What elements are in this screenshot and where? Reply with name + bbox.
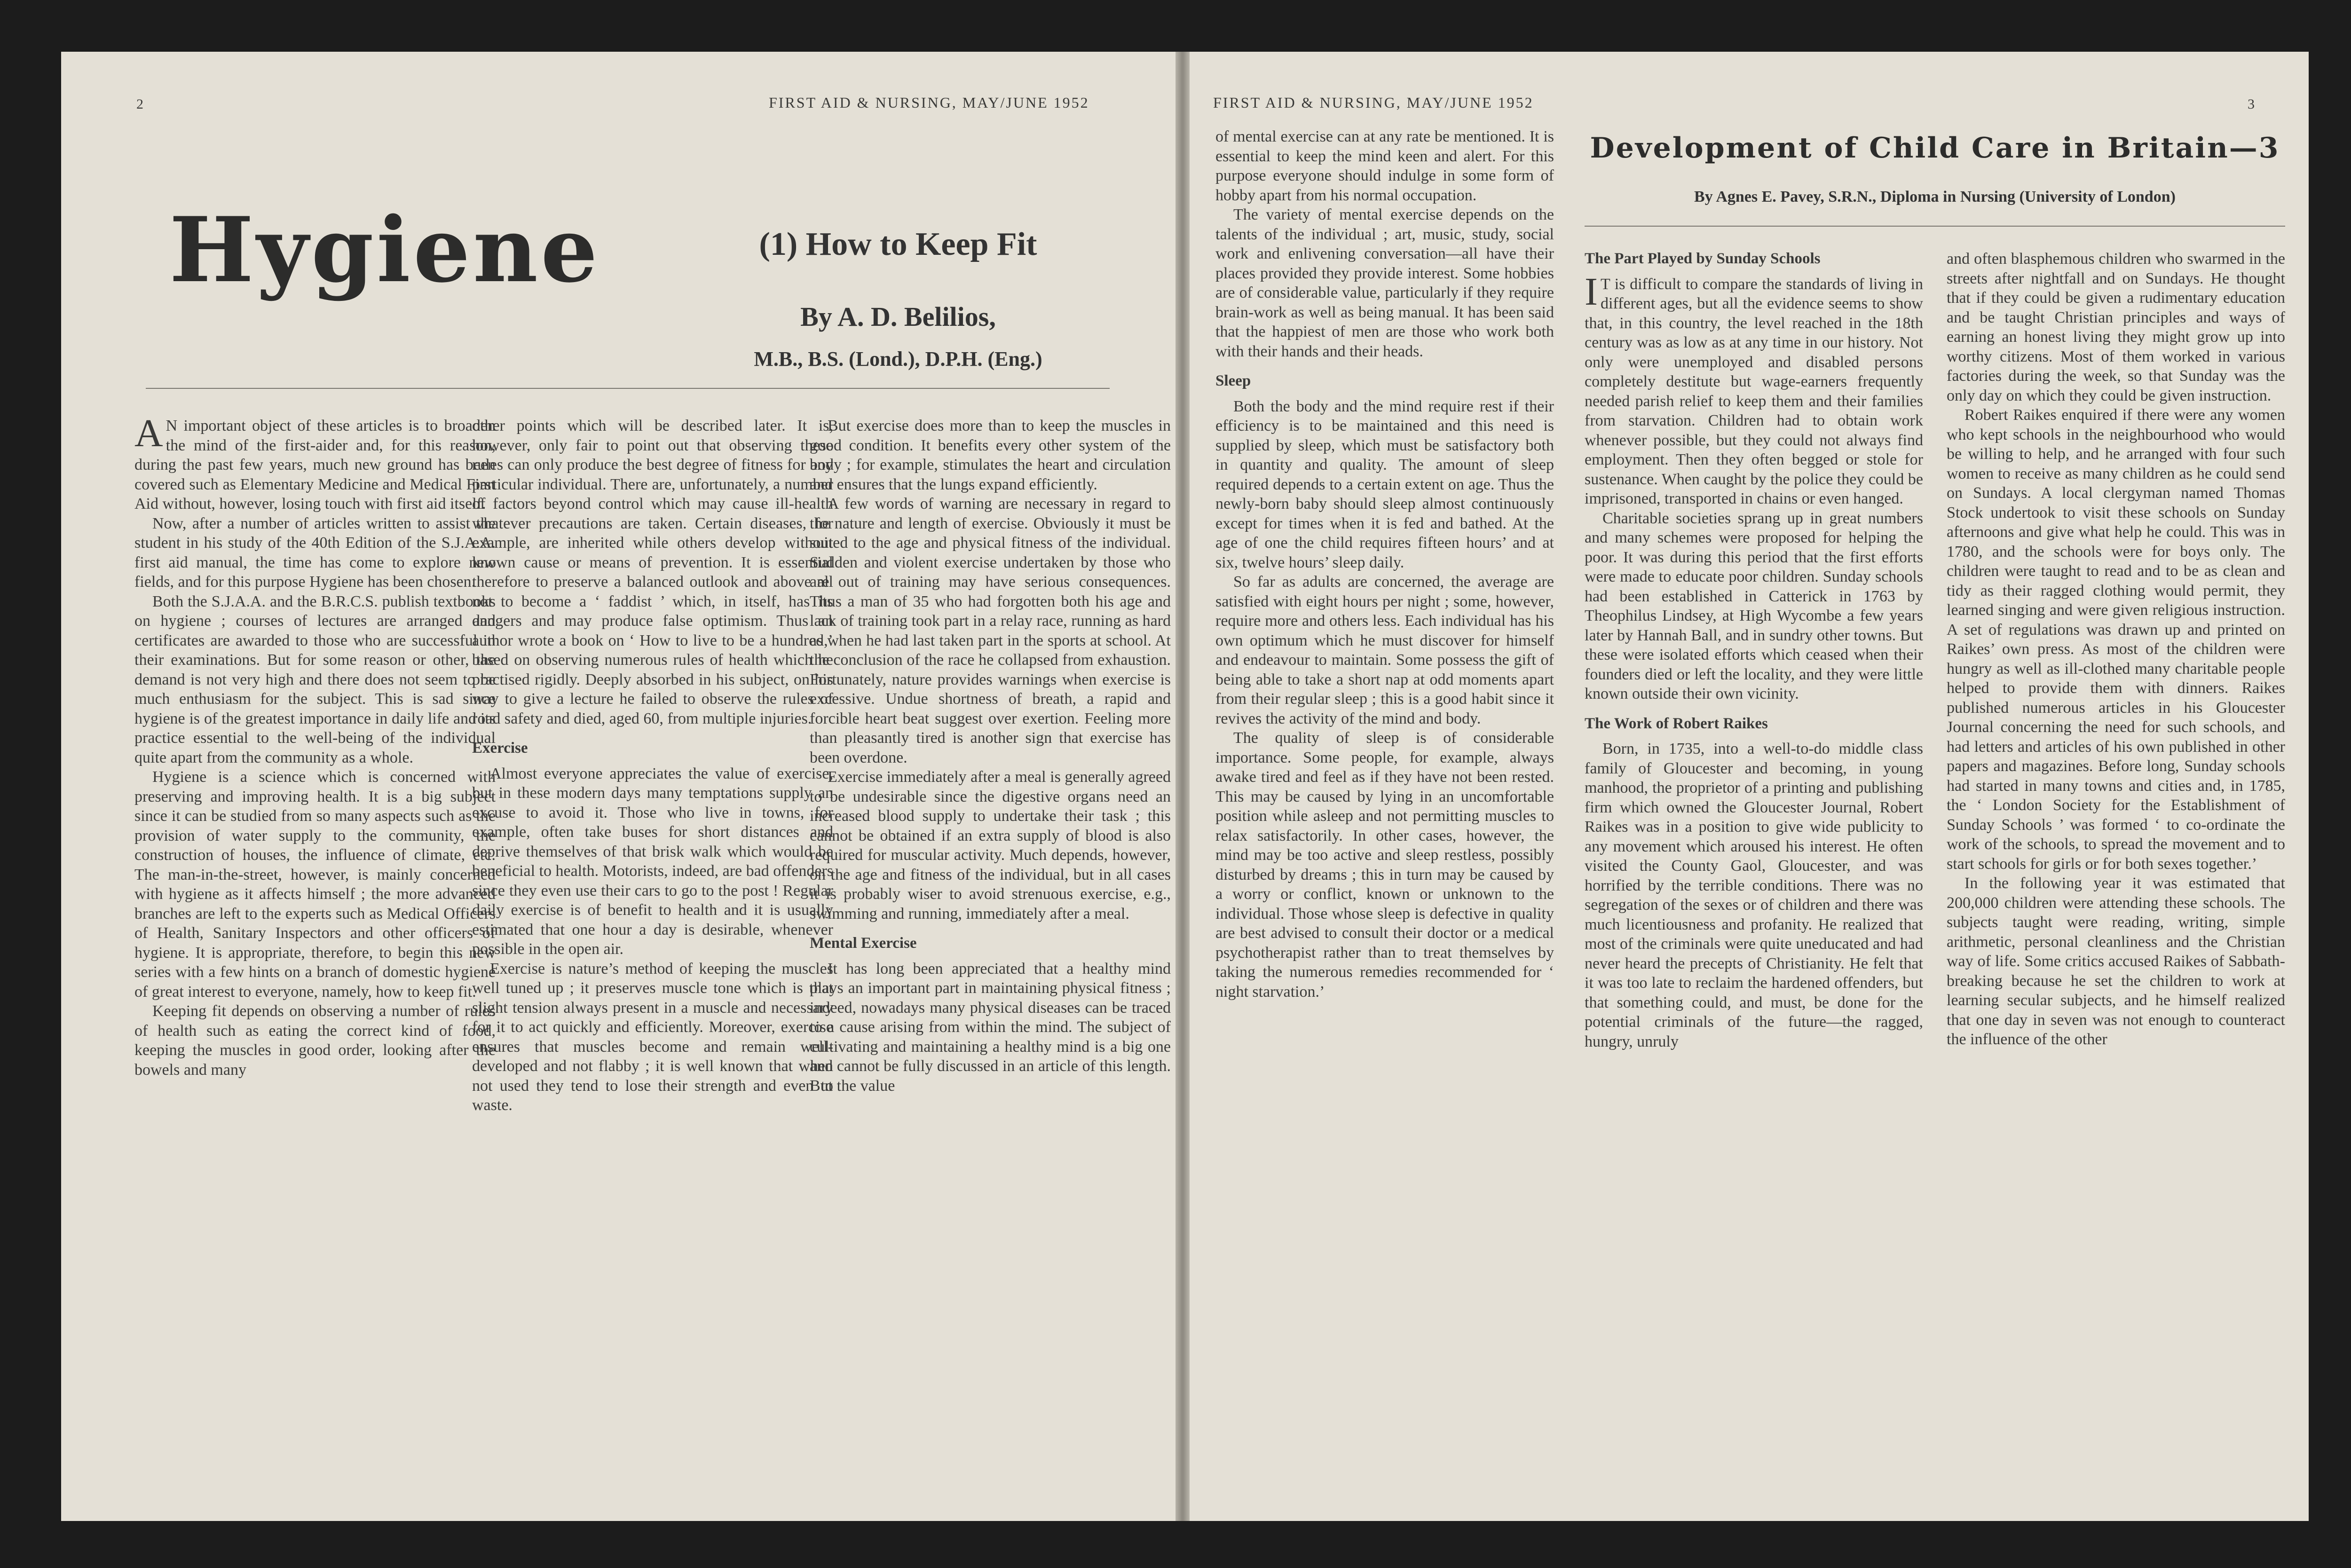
- paragraph: In the following year it was estimated that 200,000 children were attending these schools. The subjects taught were reading, writing, simple arithmetic, personal cleanliness and the Christian way of life. Some critics accused Raikes of Sabbath-breaking because he set the children to work at learning secular subjects, and he himself realized that one day in seven was not enough to counteract the influence of the other: [1947, 875, 2285, 1048]
- paragraph: Now, after a number of articles written to assist the student in his study of the 40th Edition of the S.J.A.A. first aid manual, the time has come to explore new fields, and for this purpose Hygiene has been chosen.: [134, 514, 496, 591]
- paragraph: other points which will be described later. It is, however, only fair to point out that observing these rules can only produce the best degree of fitness for any particular individual. There are, unfortunately, a number of factors beyond control which may cause ill-health whatever precautions are taken. Certain diseases, for example, are inherited while others develop without known cause or means of prevention. It is essential therefore to preserve a balanced outlook and above all not to become a ‘ faddist ’ which, in itself, has its dangers and may produce false optimism. Thus an author wrote a book on ‘ How to live to be a hundred,’ based on observing numerous rules of health which he practised rigidly. Deeply absorbed in his subject, on his way to give a lecture he failed to observe the rules of road safety and died, aged 60, from multiple injuries.: [472, 417, 833, 727]
- paragraph: Hygiene is a science which is concerned with preserving and improving health. It is a big subject since it can be studied from so many aspects such as the provision of water supply to the community, the construction of houses, the influence of climate, etc. The man-in-the-street, however, is mainly concerned with hygiene as it affects himself ; the more advanced branches are left to the experts such as Medical Officers of Health, Sanitary Inspectors and other officers of hygiene. It is appropriate, therefore, to begin this new series with a few hints on a branch of domestic hygiene of great interest to everyone, namely, how to keep fit.: [134, 768, 496, 1001]
- paragraph: Almost everyone appreciates the value of exercise, but in these modern days many temptations supply an excuse to avoid it. Those who live in towns, for example, often take buses for short distances and deprive themselves of that brisk walk which would be beneficial to health. Motorists, indeed, are bad offenders since they even use their cars to go to the post ! Regular daily exercise is of benefit to health and it is usually estimated that one hour a day is desirable, whenever possible in the open air.: [472, 764, 833, 958]
- paragraph: The quality of sleep is of considerable importance. Some people, for example, always awake tired and feel as if they have not been rested. This may be caused by lying in an uncomfortable position while asleep and not permitting muscles to relax satisfactorily. In other cases, however, the mind may be too active and sleep restless, possibly disturbed by dreams ; this in turn may be caused by a worry or conflict, known or unknown to the individual. Those whose sleep is defective in quality are best advised to consult their doctor or a medical psychotherapist rather than to treat themselves by taking the numerous remedies recommended for ‘ night starvation.’: [1215, 729, 1554, 1001]
- paragraph: A few words of warning are necessary in regard to the nature and length of exercise. Obviously it must be suited to the age and physical fitness of the individual. Sudden and violent exercise undertaken by those who are out of training may have serious consequences. Thus a man of 35 who had forgotten both his age and lack of training took part in a relay race, running as hard as when he had last taken part in the sports at school. At the conclusion of the race he collapsed from exhaustion. Fortunately, nature provides warnings when exercise is excessive. Undue shortness of breath, a rapid and forcible heart beat suggest over exertion. Feeling more than pleasantly tired is another sign that exercise has been overdone.: [810, 495, 1171, 766]
- article-title: Development of Child Care in Britain—3: [1590, 132, 2280, 165]
- running-head: FIRST AID & NURSING, MAY/JUNE 1952: [1213, 94, 1534, 111]
- running-head: FIRST AID & NURSING, MAY/JUNE 1952: [769, 94, 1089, 111]
- author-name: By A. D. Belilios,: [800, 301, 996, 332]
- drop-cap: I: [1585, 269, 1598, 314]
- section-heading: Sleep: [1215, 372, 1251, 389]
- left-page: [61, 52, 1176, 1521]
- paragraph: Robert Raikes enquired if there were any women who kept schools in the neighbourhood who would be willing to help, and he arranged with four such women to receive as many children as he could send on Sundays. A local clergyman named Thomas Stock undertook to visit these schools on Sunday afternoons and give what help he could. This was in 1780, and the schools were for boys only. The children were taught to read and to be as clean and tidy as their ragged clothing would permit, they learned singing and were given religious instruction. A set of regulations was drawn up and printed on Raikes’ own press. As most of the children were hungry as well as ill-clothed many charitable people helped to provide them with dinners. Raikes published numerous articles in his Gloucester Journal concerning the need for such schools, and had letters and articles of his own published in other papers and magazines. Before long, Sunday schools had started in many towns and cities and, in 1785, the ‘ London Society for the Establishment of Sunday Schools ’ was formed ‘ to co-ordinate the work of the schools, to spread the movement and to start schools for girls or for both sexes together.’: [1947, 406, 2285, 873]
- drop-cap: A: [134, 411, 163, 455]
- magazine-spread: [61, 52, 2309, 1521]
- section-heading: The Part Played by Sunday Schools: [1585, 250, 1821, 267]
- paragraph: The variety of mental exercise depends on the talents of the individual ; art, music, study, social work and enlivening conversation—all have their places provided they provide interest. Some hobbies are of considerable value, particularly if they require brain-work as well as being manual. It has been said that the happiest of men are those who work both with their hands and their heads.: [1215, 206, 1554, 360]
- section-title: Hygiene: [169, 197, 600, 302]
- article-column-3: [1947, 249, 2285, 1049]
- article-column-1: [134, 411, 496, 1079]
- byline: By Agnes E. Pavey, S.R.N., Diploma in Nursing (University of London): [1694, 188, 2176, 205]
- article-column-2: [1585, 249, 1923, 1051]
- paragraph: I T is difficult to compare the standards of living in different ages, but all the evidence seems to show that, in this country, the level reached in the 18th century was as low as at any time in our history. Not only were unemployed and disabled persons completely destitute but wage-earners frequently needed parish relief to keep them and their families from starvation. Children had to obtain work whenever possible, but they could not always find employment. Then they often begged or stole for sustenance. When caught by the police they could be imprisoned, transported in chains or even hanged.: [1585, 269, 1923, 507]
- title-rule: [146, 388, 1110, 389]
- page-number: 2: [136, 96, 144, 112]
- paragraph: But exercise does more than to keep the muscles in good condition. It benefits every other system of the body ; for example, stimulates the heart and circulation and ensures that the lungs expand efficiently.: [810, 417, 1171, 493]
- paragraph: Both the S.J.A.A. and the B.R.C.S. publish textbooks on hygiene ; courses of lectures are arranged and certificates are awarded to those who are successful in their examinations. But for some reason or other, the demand is not very high and there does not seem to be much enthusiasm for the subject. This is sad since hygiene is of the greatest importance in daily life and its practice essential to the well-being of the individual quite apart from the community as a whole.: [134, 592, 496, 766]
- binding-gutter: [1176, 52, 1190, 1521]
- paragraph: Exercise immediately after a meal is generally agreed to be undesirable since the digestive organs need an increased blood supply to undertake their task ; this cannot be obtained if an extra supply of blood is also required for muscular activity. Much depends, however, on the age and fitness of the individual, but in all cases it is probably wiser to avoid strenuous exercise, e.g., swimming and running, immediately after a meal.: [810, 768, 1171, 922]
- paragraph: So far as adults are concerned, the average are satisfied with eight hours per night ; some, however, require more and others less. Each individual has his own optimum which he must discover for himself and endeavour to maintain. Some possess the gift of being able to take a short nap at odd moments apart from their regular sleep ; this is a good habit since it revives the activity of the mind and body.: [1215, 573, 1554, 727]
- child-care-article: [1570, 52, 2299, 1521]
- right-page: [1190, 52, 2309, 1521]
- article-column-1: [1215, 127, 1554, 1001]
- section-heading: Mental Exercise: [810, 935, 917, 952]
- article-column-3: [810, 416, 1171, 1095]
- paragraph: Born, in 1735, into a well-to-do middle class family of Gloucester and becoming, in young manhood, the proprietor of a printing and publishing firm which owned the Gloucester Journal, Robert Raikes was in a position to give wide publicity to any movement which aroused his interest. He often visited the County Gaol, Gloucester, and was horrified by the terrible conditions. There was no segregation of the sexes or of children and there was much licentiousness and profanity. He realized that most of the criminals were quite uneducated and had never heard the precepts of Christianity. He felt that it was too late to reclaim the hardened offenders, but that something could, and must, be done for the potential criminals of the future—the ragged, hungry, unruly: [1585, 740, 1923, 1050]
- paragraph: Exercise is nature’s method of keeping the muscles well tuned up ; it preserves muscle tone which is that slight tension always present in a muscle and necessary for it to act quickly and efficiently. Moreover, exercise ensures that muscles become and remain well-developed and not flabby ; it is well known that when not used they tend to lose their strength and even to waste.: [472, 960, 833, 1114]
- page-number: 3: [2248, 96, 2256, 112]
- author-credentials: M.B., B.S. (Lond.), D.P.H. (Eng.): [754, 347, 1042, 370]
- section-heading: The Work of Robert Raikes: [1585, 715, 1768, 732]
- section-heading: Exercise: [472, 740, 528, 756]
- paragraph: It has long been appreciated that a healthy mind plays an important part in maintaining physical fitness ; indeed, nowadays many physical diseases can be traced to a cause arising from within the mind. The subject of cultivating and maintaining a healthy mind is a big one and cannot be fully discussed in an article of this length. But the value: [810, 960, 1171, 1095]
- paragraph: and often blasphemous children who swarmed in the streets after nightfall and on Sundays. He thought that if they could be given a rudimentary education and be taught Christian principles and ways of earning an honest living they might grow up into worthy citizens. Most of them worked in various factories during the week, so that Sunday was the only day on which they could be given instruction.: [1947, 250, 2285, 404]
- byline-rule: [1585, 226, 2285, 227]
- paragraph: of mental exercise can at any rate be mentioned. It is essential to keep the mind keen and alert. For this purpose everyone should indulge in some form of hobby apart from his normal occupation.: [1215, 128, 1554, 204]
- paragraph: Charitable societies sprang up in great numbers and many schemes were proposed for helping the poor. It was during this period that the first efforts were made to educate poor children. Sunday schools had been established in Catterick in 1763 by Theophilus Lindsey, at High Wycombe a few years later by Hannah Ball, and in sundry other towns. But these were isolated efforts which ceased when their founders died or left the locality, and they were little known outside their own vicinity.: [1585, 509, 1923, 702]
- article-column-2: [472, 416, 833, 1115]
- paragraph: A N important object of these articles is to broaden the mind of the first-aider and, for this reason, during the past few years, much new ground has been covered such as Elementary Medicine and Medical First Aid without, however, losing touch with first aid itself.: [134, 411, 496, 512]
- paragraph: Keeping fit depends on observing a number of rules of health such as eating the correct kind of food, keeping the muscles in good order, looking after the bowels and many: [134, 1002, 496, 1079]
- article-title: (1) How to Keep Fit: [759, 226, 1037, 262]
- paragraph: Both the body and the mind require rest if their efficiency is to be maintained and this need is supplied by sleep, which must be satisfactory both in quantity and quality. The amount of sleep required depends to a certain extent on age. Thus the newly-born baby should sleep almost continuously except for times when it is fed and bathed. At the age of one the child requires fifteen hours’ and at six, twelve hours’ sleep daily.: [1215, 397, 1554, 571]
